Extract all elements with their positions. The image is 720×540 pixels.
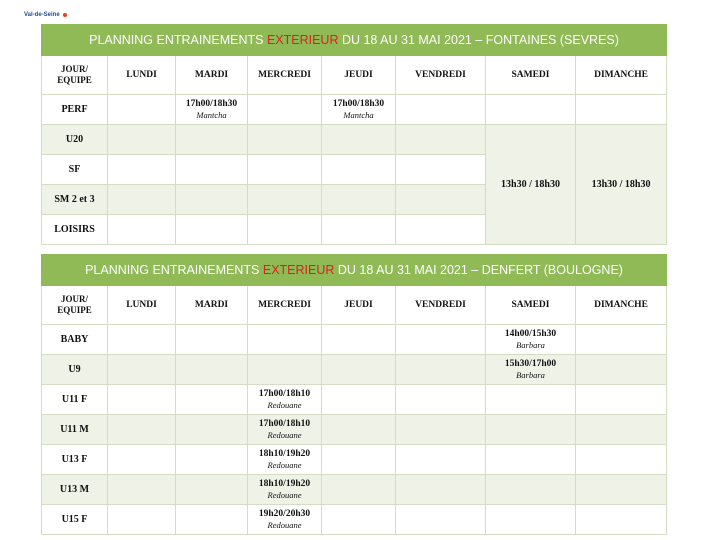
slot-time: 17h00/18h10 [258,419,311,429]
table-row [42,475,667,505]
slot-cell [108,415,176,445]
slot-cell [396,355,486,385]
corner-line-2: EQUIPE [57,305,92,315]
slot-cell [176,385,248,415]
day-header-lundi: LUNDI [108,286,176,325]
day-header-samedi: SAMEDI [486,56,576,95]
table-row [42,325,667,355]
slot-cell [486,325,576,355]
slot-cell [322,445,396,475]
team-label: U11 M [42,415,108,445]
day-header-dimanche: DIMANCHE [576,286,667,325]
slot-cell [396,475,486,505]
samedi-merged-slot: 13h30 / 18h30 [486,125,576,245]
slot-cell [248,95,322,125]
day-header-vendredi: VENDREDI [396,286,486,325]
team-label: U20 [42,125,108,155]
slot-cell [108,185,176,215]
slot-coach: Redouane [267,460,302,470]
club-logo [24,10,68,20]
slot-cell [486,415,576,445]
slot-cell [486,385,576,415]
slot-cell [396,185,486,215]
slot-cell [108,95,176,125]
slot-time: 14h00/15h30 [504,329,557,339]
slot-cell [396,215,486,245]
slot-cell [486,475,576,505]
club-logo-text: Val-de-Seine [24,12,60,18]
slot-cell [108,215,176,245]
slot-coach: Mantcha [196,110,227,120]
corner-header [42,286,108,325]
slot-cell [176,185,248,215]
slot-cell [322,185,396,215]
slot-cell [322,125,396,155]
slot-cell [108,385,176,415]
slot-time: 19h20/20h30 [258,509,311,519]
slot-cell [108,475,176,505]
slot-time: 17h00/18h30 [332,99,385,109]
table-row [42,125,667,155]
slot-cell [176,125,248,155]
slot-cell [576,95,667,125]
slot-cell [248,445,322,475]
day-header-lundi: LUNDI [108,56,176,95]
slot-cell [322,505,396,535]
slot-cell [176,215,248,245]
slot-cell [176,445,248,475]
table-title [42,25,667,56]
slot-cell [176,355,248,385]
slot-cell [176,95,248,125]
team-label: SF [42,155,108,185]
day-header-mercredi: MERCREDI [248,286,322,325]
slot-cell [322,215,396,245]
team-label: U13 F [42,445,108,475]
slot-cell [396,385,486,415]
slot-cell [108,325,176,355]
slot-cell [248,155,322,185]
slot-cell [248,355,322,385]
corner-header [42,56,108,95]
corner-line-2: EQUIPE [57,75,92,85]
day-header-mardi: MARDI [176,286,248,325]
day-header-dimanche: DIMANCHE [576,56,667,95]
table-row [42,385,667,415]
slot-cell [108,355,176,385]
slot-time: 18h10/19h20 [258,479,311,489]
slot-cell [176,475,248,505]
slot-cell [248,385,322,415]
slot-time: 17h00/18h30 [185,99,238,109]
slot-cell [108,445,176,475]
slot-time: 18h10/19h20 [258,449,311,459]
slot-cell [486,355,576,385]
slot-cell [248,325,322,355]
slot-cell [396,415,486,445]
team-label: U11 F [42,385,108,415]
corner-line-1: JOUR/ [61,294,88,304]
day-header-jeudi: JEUDI [322,56,396,95]
title-prefix: PLANNING ENTRAINEMENTS [85,263,263,277]
slot-cell [486,95,576,125]
dimanche-merged-slot: 13h30 / 18h30 [576,125,667,245]
slot-cell [576,445,667,475]
slot-coach: Mantcha [343,110,374,120]
table-row [42,415,667,445]
slot-cell [248,185,322,215]
schedule-table-fontaines [41,24,667,245]
slot-cell [322,325,396,355]
slot-cell [396,325,486,355]
slot-time: 17h00/18h10 [258,389,311,399]
day-header-vendredi: VENDREDI [396,56,486,95]
slot-cell [396,505,486,535]
slot-cell [486,445,576,475]
slot-cell [396,155,486,185]
slot-cell [322,95,396,125]
team-label: LOISIRS [42,215,108,245]
slot-cell [576,325,667,355]
slot-cell [248,505,322,535]
slot-cell [176,325,248,355]
slot-cell [396,125,486,155]
team-label: PERF [42,95,108,125]
slot-coach: Redouane [267,400,302,410]
day-header-samedi: SAMEDI [486,286,576,325]
slot-cell [322,385,396,415]
slot-cell [248,125,322,155]
slot-cell [576,505,667,535]
slot-time: 15h30/17h00 [504,359,557,369]
day-header-mercredi: MERCREDI [248,56,322,95]
title-highlight: EXTERIEUR [266,33,339,47]
team-label: U9 [42,355,108,385]
slot-cell [576,385,667,415]
title-suffix: DU 18 AU 31 MAI 2021 – FONTAINES (SEVRES) [338,33,619,47]
slot-coach: Barbara [516,340,545,350]
title-suffix: DU 18 AU 31 MAI 2021 – DENFERT (BOULOGNE) [334,263,623,277]
day-header-jeudi: JEUDI [322,286,396,325]
table-row [42,95,667,125]
slot-cell [108,505,176,535]
table-row [42,355,667,385]
slot-coach: Redouane [267,430,302,440]
slot-cell [396,95,486,125]
slot-cell [322,415,396,445]
slot-coach: Redouane [267,520,302,530]
slot-cell [248,215,322,245]
slot-coach: Redouane [267,490,302,500]
club-logo-dot [63,13,67,17]
slot-cell [576,415,667,445]
slot-cell [248,475,322,505]
schedule-table-denfert [41,254,667,535]
slot-cell [576,355,667,385]
slot-coach: Barbara [516,370,545,380]
table-row [42,445,667,475]
slot-cell [396,445,486,475]
slot-cell [108,125,176,155]
title-prefix: PLANNING ENTRAINEMENTS [89,33,267,47]
slot-cell [486,505,576,535]
slot-cell [176,505,248,535]
slot-cell [322,155,396,185]
slot-cell [576,475,667,505]
team-label: U15 F [42,505,108,535]
table-title [42,255,667,286]
team-label: U13 M [42,475,108,505]
day-header-mardi: MARDI [176,56,248,95]
corner-line-1: JOUR/ [61,64,88,74]
table-row [42,505,667,535]
slot-cell [322,475,396,505]
team-label: BABY [42,325,108,355]
slot-cell [322,355,396,385]
slot-cell [176,415,248,445]
slot-cell [176,155,248,185]
slot-cell [248,415,322,445]
title-highlight: EXTERIEUR [262,263,335,277]
slot-cell [108,155,176,185]
team-label: SM 2 et 3 [42,185,108,215]
